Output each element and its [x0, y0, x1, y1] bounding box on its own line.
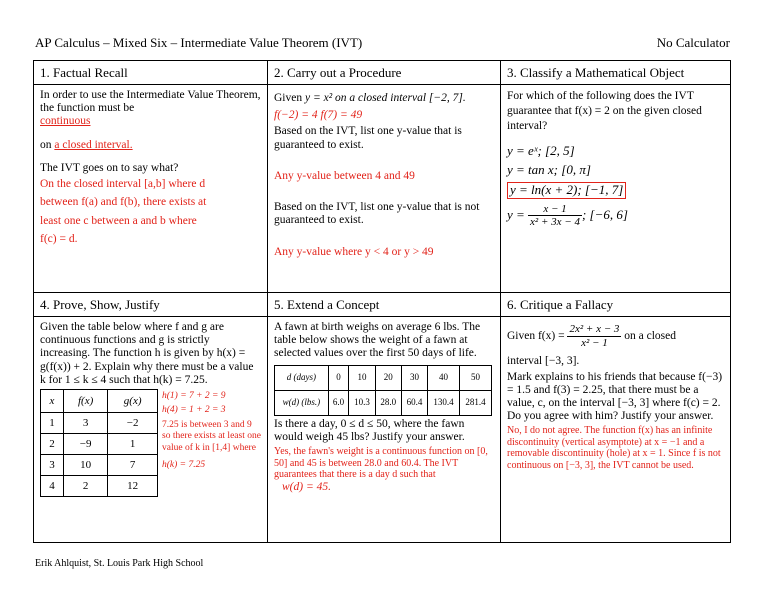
answer-text: a closed interval. [54, 138, 133, 151]
cell-text: In order to use the Intermediate Value Theorem, the function must be [40, 89, 261, 115]
table-row: 4 2 12 [41, 476, 158, 497]
cell-text: on a closed interval. [40, 138, 133, 151]
option-row [507, 182, 724, 199]
option-text: y = eˣ; [2, 5] [507, 142, 575, 158]
cell-text: Given the table below where f and g are continuous functions and g is strictly increasing. The function h is given by h(x) = g(f(x)) + 2. Explain why there must be a value k for 1 ≤ k ≤ 4 such that h(k) = 7.25. [40, 321, 254, 386]
table-row: 3 10 7 [41, 455, 158, 476]
cell-text: The IVT goes on to say what? [40, 161, 179, 174]
cell-text: Based on the IVT, list one y-value that is guaranteed to exist. [274, 125, 462, 151]
cell-heading: 2. Carry out a Procedure [268, 61, 500, 85]
answer-text: least one c between a and b where [40, 214, 197, 227]
cell-prove-show-justify [34, 293, 268, 542]
cell-text: Given f(x) = $\frac{\text{2x² + x − 3}}{\text{x² − 1}}$ on a closed [507, 323, 676, 349]
cell-text: Mark explains to his friends that because f(−3) = 1.5 and f(3) = 2.25, that there must be a value, c, on the interval [−3, 3] where f(c) = 2. Do you agree with him? Justify your answer. [507, 370, 723, 423]
table-header: g(x) [108, 390, 158, 413]
table-header: x [41, 390, 64, 413]
problem-grid [33, 60, 731, 543]
answer-text: f(−2) = 4 f(7) = 49 [274, 109, 363, 122]
cell-carry-out-procedure [268, 61, 501, 293]
cell-heading: 3. Classify a Mathematical Object [501, 61, 730, 85]
cell-critique-fallacy [501, 293, 730, 542]
answer-text: Yes, the fawn's weight is a continuous function on [0, 50] and 45 is between 28.0 and 60.4. The IVT guarantees that there is a day d such that [274, 446, 488, 481]
answer-text: w(d) = 45. [282, 480, 331, 493]
cell-heading: 1. Factual Recall [34, 61, 267, 85]
answer-text: Any y-value where y < 4 or y > 49 [274, 245, 434, 258]
solution-notes: h(1) = 7 + 2 = 9 h(4) = 1 + 2 = 3 7.25 is between 3 and 9 so there exists at least one value of k in [1,4] where h(k) = 7.25 [162, 391, 261, 471]
function-table [40, 389, 158, 497]
cell-text: A fawn at birth weighs on average 6 lbs. The table below shows the weight of a fawn at selected values over the first 50 days of life. [274, 321, 481, 360]
answer-text: f(c) = d. [40, 232, 78, 245]
cell-extend-concept [268, 293, 501, 542]
table-row: 1 3 −2 [41, 413, 158, 434]
author-footer: Erik Ahlquist, St. Louis Park High School [35, 558, 204, 569]
cell-classify-object [501, 61, 730, 293]
option-text: y = tan x; [0, π] [507, 161, 591, 177]
answer-text: No, I do not agree. The function f(x) has an infinite discontinuity (vertical asymptote) at x = −1 and a removable discontinuity (hole) at x = 1. Since f is not continuous on [−3, 3], the IVT cannot be used. [507, 425, 721, 471]
fawn-weight-table: d (days) 0 10 20 30 40 50 w(d) (lbs.) 6.0 10.3 28.0 60.4 130.4 281.4 [274, 365, 492, 416]
answer-text: between f(a) and f(b), there exists at [40, 196, 207, 209]
answer-text: On the closed interval [a,b] where d [40, 178, 206, 191]
answer-text: Any y-value between 4 and 49 [274, 169, 415, 182]
cell-text: For which of the following does the IVT guarantee that f(x) = 2 on the given closed interval? [507, 90, 702, 132]
worksheet-title: AP Calculus – Mixed Six – Intermediate Value Theorem (IVT) [35, 35, 363, 50]
selected-option: y = ln(x + 2); [−1, 7] [507, 182, 626, 199]
option-text: y = $\frac{x - 1}{\text{x² + 3x − 4}}$ ; [−6, 6] [507, 202, 628, 229]
cell-text: Based on the IVT, list one y-value that is not guaranteed to exist. [274, 201, 480, 227]
table-row: 2 −9 1 [41, 434, 158, 455]
cell-heading: 5. Extend a Concept [268, 293, 500, 317]
answer-text: continuous [40, 115, 91, 128]
table-header: f(x) [63, 390, 107, 413]
cell-text: interval [−3, 3]. [507, 355, 580, 368]
cell-text: Given y = x² on a closed interval [−2, 7]. [274, 92, 466, 104]
cell-heading: 4. Prove, Show, Justify [34, 293, 267, 317]
cell-text: Is there a day, 0 ≤ d ≤ 50, where the fawn would weigh 45 lbs? Justify your answer. [274, 417, 465, 443]
cell-factual-recall [34, 61, 268, 293]
calculator-note: No Calculator [656, 35, 730, 50]
cell-heading: 6. Critique a Fallacy [501, 293, 730, 317]
